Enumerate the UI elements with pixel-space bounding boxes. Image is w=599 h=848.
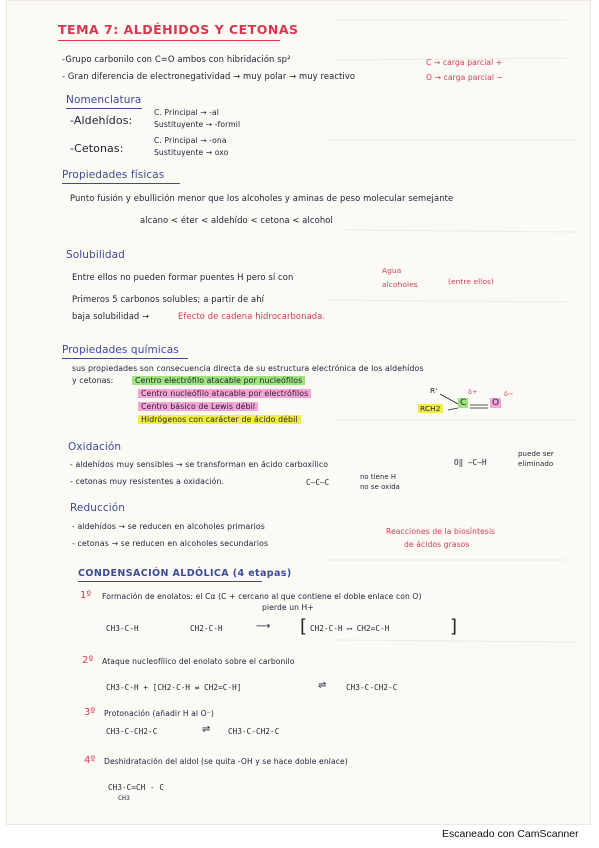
solubilidad-line-3: baja solubilidad → (72, 311, 150, 321)
oxidacion-note-3: no tiene H (360, 473, 397, 481)
oxidacion-formula-2: C—C—C (306, 478, 330, 487)
reduccion-line-1: - aldehídos → se reducen en alcoholes primarios (72, 522, 265, 531)
heading-fisicas: Propiedades físicas (62, 169, 165, 181)
heading-underline (78, 581, 262, 582)
heading-nomenclatura: Nomenclatura (66, 94, 142, 106)
step-1-bracket-left: [ (300, 616, 308, 637)
solubilidad-line-3-red: Efecto de cadena hidrocarbonada. (178, 311, 326, 321)
step-1-formula-2: CH2-C-H (190, 624, 223, 633)
diagram-carbon: C (460, 398, 467, 408)
oxidacion-formula-1: O‖ —C—H (454, 458, 487, 467)
fisicas-line-1: Punto fusión y ebullición menor que los alcoholes y aminas de peso molecular semejante (70, 193, 454, 203)
heading-solubilidad: Solubilidad (66, 249, 125, 261)
solubilidad-line-2: Primeros 5 carbonos solubles; a partir de ahí (72, 294, 265, 304)
nomenclatura-cetonas-label: -Cetonas: (70, 142, 124, 155)
step-2-text: Ataque nucleofílico del enolato sobre el carbonilo (102, 657, 295, 666)
solubilidad-agua: Agua (382, 266, 402, 275)
reduccion-line-2: - cetonas → se reducen en alcoholes secundarios (72, 539, 269, 548)
step-2-number: 2º (82, 655, 94, 666)
quimicas-line-1: sus propiedades son consecuencia directa de su estructura electrónica de los aldehídos (72, 364, 424, 373)
step-3-formula-2: CH3-C-CH2-C (228, 727, 280, 736)
diagram-bonds (418, 386, 528, 426)
heading-oxidacion: Oxidación (68, 441, 122, 453)
intro-note-1: C → carga parcial + (426, 58, 503, 67)
heading-quimicas: Propiedades químicas (62, 344, 179, 356)
page-title: TEMA 7: ALDÉHIDOS Y CETONAS (58, 22, 299, 37)
step-4-formula-1b: CH3 (118, 794, 131, 802)
solubilidad-alcoholes: alcoholes (382, 280, 418, 289)
step-4-formula-1: CH3-C=CH - C (108, 783, 165, 792)
quimicas-highlight-green: Centro electrófilo atacable por nucleófilos (132, 376, 305, 385)
quimicas-highlight-yellow: Hidrógenos con carácter de ácido débil (138, 415, 301, 424)
intro-line-1: -Grupo carbonilo con C=O ambos con hibridación sp² (62, 54, 291, 64)
carbonyl-diagram (418, 386, 528, 426)
solubilidad-line-1: Entre ellos no pueden formar puentes H pero sí con (72, 272, 294, 282)
scanner-footer: Escaneado con CamScanner (442, 828, 579, 840)
heading-underline (62, 183, 180, 184)
step-3-formula-1: CH3-C-CH2-C (106, 727, 158, 736)
step-2-equilibrium: ⇌ (318, 680, 327, 691)
diagram-rch2: RCH2 (420, 404, 441, 413)
heading-underline (66, 108, 142, 109)
diagram-delta-plus: δ+ (468, 388, 478, 396)
notebook-page (6, 0, 591, 825)
intro-line-2: - Gran diferencia de electronegatividad → muy polar → muy reactivo (62, 71, 356, 81)
step-2-formula-1: CH3-C-H + [CH2-C-H ⇌ CH2=C-H] (106, 683, 242, 692)
step-3-text: Protonación (añadir H al O⁻) (104, 709, 214, 718)
step-3-equilibrium: ⇌ (202, 724, 211, 735)
heading-condensacion: CONDENSACIÓN ALDÓLICA (4 etapas) (78, 568, 292, 579)
diagram-oxygen: O (492, 398, 500, 408)
oxidacion-line-1: - aldehídos muy sensibles → se transforman en ácido carboxílico (70, 460, 329, 469)
fisicas-line-2: alcano < éter < aldehído < cetona < alcohol (140, 215, 333, 225)
step-4-text: Deshidratación del aldol (se quita -OH y se hace doble enlace) (104, 757, 348, 766)
diagram-delta-minus: δ− (504, 390, 514, 398)
step-2-formula-2: CH3-C-CH2-C (346, 683, 398, 692)
reduccion-note-2: de ácidos grasos (404, 540, 470, 549)
step-1-text-2: pierde un H+ (262, 603, 314, 612)
title-underline (58, 40, 280, 41)
step-1-arrow: ⟶ (256, 621, 271, 632)
oxidacion-note-4: no se oxida (360, 483, 400, 491)
heading-reduccion: Reducción (70, 502, 126, 514)
nomenclatura-cetonas-1: C. Principal → -ona (154, 136, 227, 145)
oxidacion-line-2: - cetonas muy resistentes a oxidación. (70, 477, 225, 486)
nomenclatura-aldehidos-1: C. Principal → -al (154, 108, 219, 117)
reduccion-note-1: Reacciones de la biosíntesis (386, 527, 496, 536)
step-1-formula-1: CH3-C-H (106, 624, 139, 633)
oxidacion-note-1: puede ser (518, 450, 554, 458)
step-3-number: 3º (84, 707, 96, 718)
oxidacion-note-2: eliminado (518, 460, 554, 468)
quimicas-highlight-pink-1: Centro nucleófilo atacable por electrófilos (138, 389, 311, 398)
solubilidad-entre-ellos: (entre ellos) (448, 277, 494, 286)
heading-underline (62, 358, 188, 359)
step-1-number: 1º (80, 590, 92, 601)
nomenclatura-aldehidos-2: Sustituyente → -formil (154, 120, 241, 129)
quimicas-line-2: y cetonas: (72, 376, 114, 385)
step-4-number: 4º (84, 755, 96, 766)
intro-note-2: O → carga parcial − (426, 73, 504, 82)
nomenclatura-aldehidos-label: -Aldehídos: (70, 114, 133, 127)
step-1-bracket-right: ] (450, 616, 458, 637)
nomenclatura-cetonas-2: Sustituyente → oxo (154, 148, 229, 157)
quimicas-highlight-pink-2: Centro básico de Lewis débil (138, 402, 258, 411)
diagram-r-prime: R' (430, 386, 438, 395)
step-1-text: Formación de enolatos: el Cα (C + cercano al que contiene el doble enlace con O) (102, 592, 422, 601)
step-1-formula-3: CH2-C-H ⟷ CH2=C-H (310, 624, 390, 633)
